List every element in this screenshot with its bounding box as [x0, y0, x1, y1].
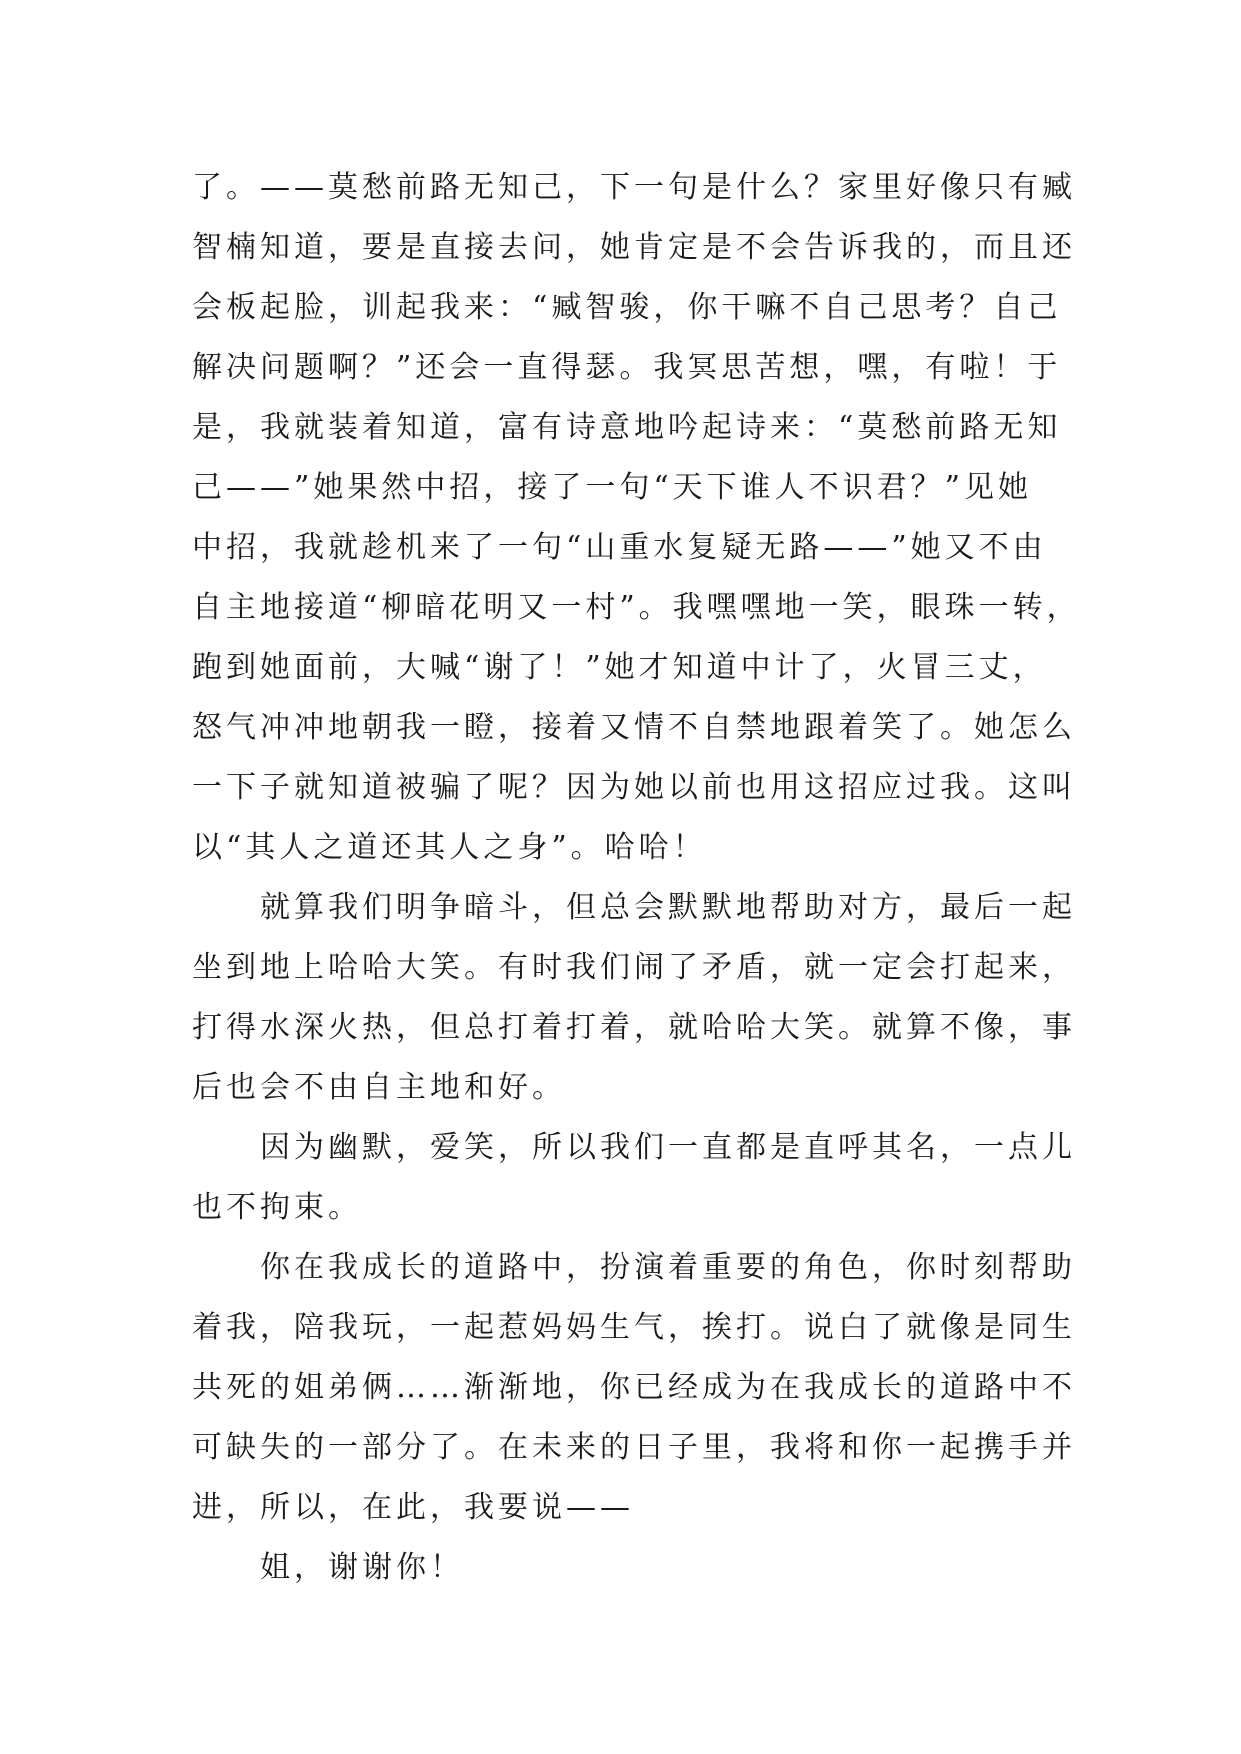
text-line: 就算我们明争暗斗，但总会默默地帮助对方，最后一起	[192, 890, 1076, 925]
text-line: 自主地接道“柳暗花明又一村”。我嘿嘿地一笑，眼珠一转，	[192, 590, 1081, 625]
text-line: 姐，谢谢你！	[192, 1550, 464, 1585]
text-line: 着我，陪我玩，一起惹妈妈生气，挨打。说白了就像是同生	[192, 1310, 1076, 1345]
text-line: 打得水深火热，但总打着打着，就哈哈大笑。就算不像，事	[192, 1010, 1076, 1045]
text-line: 了。——莫愁前路无知己，下一句是什么？家里好像只有臧	[192, 170, 1076, 205]
text-line: 跑到她面前，大喊“谢了！”她才知道中计了，火冒三丈，	[192, 650, 1047, 685]
text-line: 是，我就装着知道，富有诗意地吟起诗来：“莫愁前路无知	[192, 410, 1062, 445]
text-line: 进，所以，在此，我要说——	[192, 1490, 634, 1525]
text-line: 一下子就知道被骗了呢？因为她以前也用这招应过我。这叫	[192, 770, 1076, 805]
text-line: 己——”她果然中招，接了一句“天下谁人不识君？”见她	[192, 470, 1033, 505]
text-line: 后也会不由自主地和好。	[192, 1070, 566, 1105]
text-line: 怒气冲冲地朝我一瞪，接着又情不自禁地跟着笑了。她怎么	[192, 710, 1076, 745]
text-line: 也不拘束。	[192, 1190, 362, 1225]
body-text	[192, 158, 1081, 1598]
text-line: 以“其人之道还其人之身”。哈哈！	[192, 830, 707, 865]
text-line: 你在我成长的道路中，扮演着重要的角色，你时刻帮助	[192, 1250, 1076, 1285]
text-line: 因为幽默，爱笑，所以我们一直都是直呼其名，一点儿	[192, 1130, 1076, 1165]
text-line: 坐到地上哈哈大笑。有时我们闹了矛盾，就一定会打起来，	[192, 950, 1076, 985]
text-line: 中招，我就趁机来了一句“山重水复疑无路——”她又不由	[192, 530, 1047, 565]
text-line: 可缺失的一部分了。在未来的日子里，我将和你一起携手并	[192, 1430, 1076, 1465]
text-line: 会板起脸，训起我来：“臧智骏，你干嘛不自己思考？自己	[192, 290, 1062, 325]
text-line: 解决问题啊？”还会一直得瑟。我冥思苦想，嘿，有啦！于	[192, 350, 1062, 385]
text-line: 共死的姐弟俩……渐渐地，你已经成为在我成长的道路中不	[192, 1370, 1076, 1405]
text-line: 智楠知道，要是直接去问，她肯定是不会告诉我的，而且还	[192, 230, 1076, 265]
